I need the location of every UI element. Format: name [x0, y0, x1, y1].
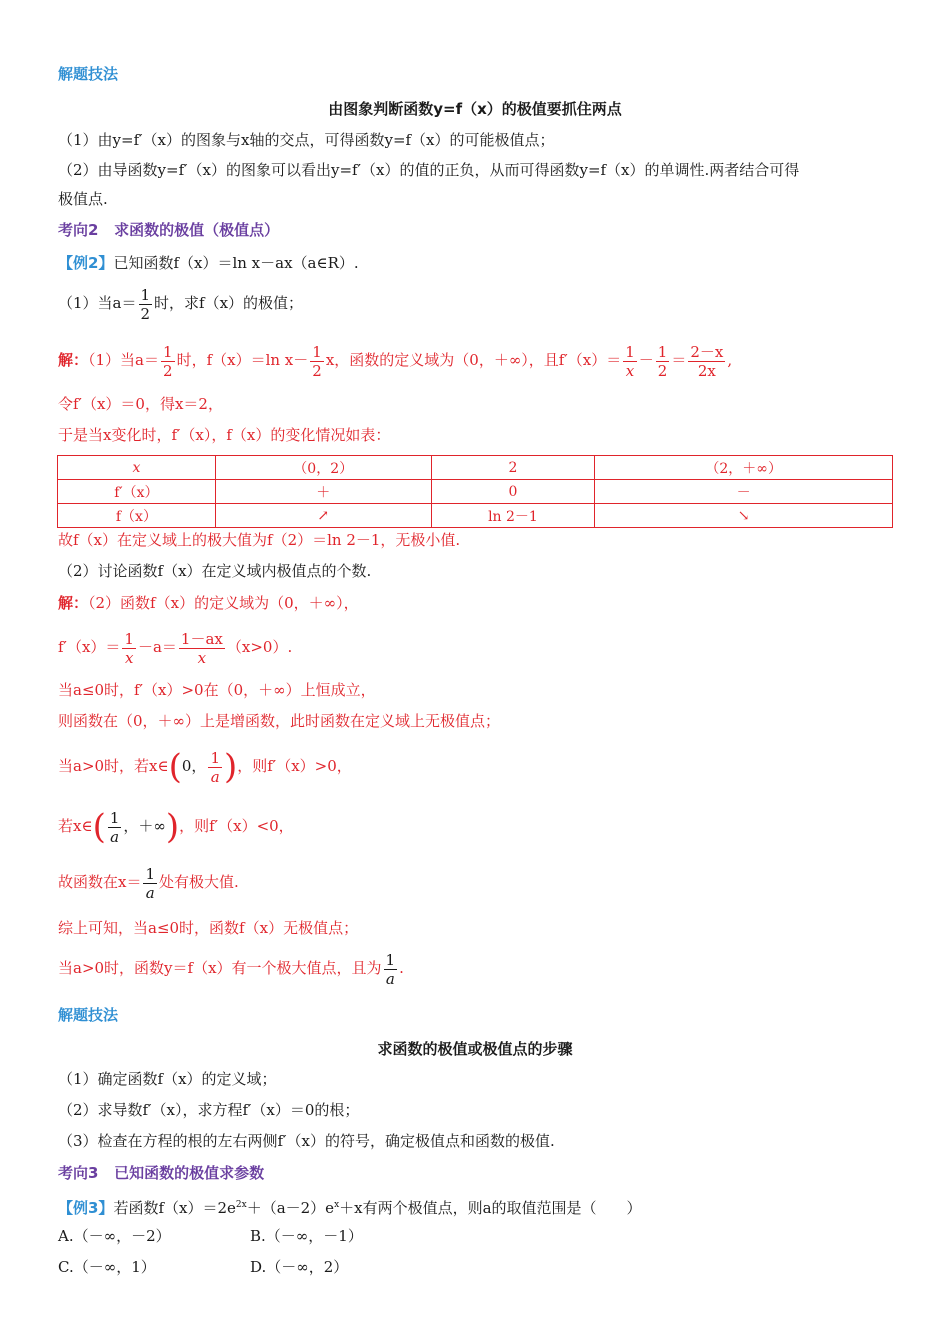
q1-post: 时，求f（x）的极值；	[154, 294, 304, 312]
frac-num: 1	[657, 342, 668, 361]
fraction-1-minus-ax	[179, 630, 225, 667]
solution-1-line-3: 于是当x变化时，f′（x），f（x）的变化情况如表：	[58, 426, 391, 444]
frac-den: a	[110, 827, 120, 846]
table-cell: 2	[431, 456, 595, 480]
frac-num: 1	[109, 808, 120, 827]
frac-den: x	[625, 361, 635, 380]
sol2-line5-a: 当a>0时，若x∈	[58, 757, 169, 775]
table-cell: x	[58, 456, 216, 480]
solution-2-derivative	[58, 627, 292, 667]
kaoxiang-3-title: 已知函数的极值求参数	[114, 1164, 265, 1182]
sol2-line7-b: 处有极大值.	[159, 873, 239, 891]
comma: ,	[727, 351, 733, 369]
sol2-line7-a: 故函数在x＝	[58, 873, 142, 891]
table-row	[58, 504, 893, 528]
step-1: （1）确定函数f（x）的定义域；	[58, 1070, 277, 1088]
section-title-2: 求函数的极值或极值点的步骤	[377, 1040, 573, 1058]
solution-1-conclusion: 故f（x）在定义域上的极大值为f（2）＝ln 2－1，无极小值.	[58, 531, 461, 549]
minus: －	[638, 351, 654, 369]
frac-num: 1	[140, 285, 151, 304]
fraction-2-minus-x	[688, 343, 725, 380]
frac-num: 1	[163, 342, 173, 361]
q1-pre: （1）当a＝	[58, 294, 137, 312]
table-cell: ↗	[215, 504, 431, 528]
solution-2-line-5	[58, 742, 352, 790]
frac-num: 1－ax	[180, 629, 223, 648]
example-3-stem	[58, 1195, 642, 1218]
solution-2-line-8: 综上可知，当a≤0时，函数f（x）无极值点；	[58, 919, 359, 937]
fraction-1-over-a	[384, 951, 398, 988]
frac-num: 1	[124, 629, 134, 648]
frac-den: a	[145, 883, 155, 902]
sol1-c: x，函数的定义域为（0，＋∞），且f′（x）＝	[325, 351, 622, 369]
paren-close: )	[165, 807, 180, 847]
frac-den: a	[385, 969, 395, 988]
table-cell: ↘	[595, 504, 893, 528]
variation-table	[57, 455, 893, 528]
fraction-half	[310, 343, 324, 380]
stem-c: ＋x有两个极值点，则a的取值范围是（ ）	[339, 1199, 642, 1217]
sol2-line9-a: 当a>0时，函数y＝f（x）有一个极大值点，且为	[58, 959, 382, 977]
stem-b: ＋（a－2）e	[246, 1199, 335, 1217]
solution-label: 解：	[58, 351, 89, 369]
fraction-half	[656, 343, 670, 380]
frac-den: 2x	[697, 361, 716, 380]
table-cell: ln 2－1	[431, 504, 595, 528]
table-row	[58, 480, 893, 504]
solution-2-line-4: 则函数在（0，＋∞）上是增函数，此时函数在定义域上无极值点；	[58, 712, 501, 730]
sol2-line6-a: 若x∈	[58, 817, 93, 835]
solution-2-line-9	[58, 948, 404, 988]
kaoxiang-2	[58, 220, 279, 240]
kaoxiang-2-label: 考向2	[58, 221, 99, 239]
solution-2-line-1	[58, 593, 359, 613]
exponent: 2x	[235, 1200, 247, 1210]
frac-den: 2	[163, 361, 173, 380]
frac-num: 1	[385, 950, 396, 969]
fraction-1-over-a	[208, 749, 222, 786]
section-heading-2: 解题技法	[58, 1006, 119, 1024]
sol2-mid: －a＝	[137, 638, 177, 656]
kaoxiang-2-title: 求函数的极值（极值点）	[114, 221, 280, 239]
solution-1-line-1	[58, 340, 732, 380]
frac-den: 2	[657, 361, 668, 380]
option-a: A.（－∞，－2）	[58, 1227, 171, 1245]
table-cell: f′（x）	[58, 480, 216, 504]
fraction-1-over-x	[623, 343, 637, 380]
solution-2-line-7	[58, 862, 239, 902]
fraction-half	[161, 343, 175, 380]
frac-num: 1	[210, 748, 220, 767]
solution-1-line-2: 令f′（x）＝0，得x＝2，	[58, 395, 223, 413]
tip-1: （1）由y=f′（x）的图象与x轴的交点，可得函数y=f（x）的可能极值点；	[58, 131, 555, 149]
kaoxiang-3-label: 考向3	[58, 1164, 99, 1182]
solution-2-line-6	[58, 802, 294, 850]
sol2-line1: （2）函数f（x）的定义域为（0，＋∞），	[88, 594, 359, 612]
fraction-1-over-a	[143, 865, 157, 902]
sol2-tail: （x>0）.	[226, 638, 293, 656]
sol1-a: （1）当a＝	[88, 351, 160, 369]
fraction-1-over-a	[108, 809, 122, 846]
section-title-1: 由图象判断函数y=f（x）的极值要抓住两点	[328, 100, 622, 118]
kaoxiang-3	[58, 1163, 264, 1183]
frac-den: 2	[312, 361, 322, 380]
frac-den: 2	[140, 304, 151, 323]
sol2-line5-b: ，则f′（x）>0，	[237, 757, 352, 775]
frac-den: a	[210, 767, 220, 786]
tip-2a: （2）由导函数y=f′（x）的图象可以看出y=f′（x）的值的正负，从而可得函数y=f（x）的单调性.两者结合可得	[58, 161, 800, 179]
fraction-half	[139, 286, 153, 323]
option-b: B.（－∞，－1）	[250, 1227, 363, 1245]
fraction-1-over-x	[122, 630, 136, 667]
table-row	[58, 456, 893, 480]
step-2: （2）求导数f′（x），求方程f′（x）＝0的根；	[58, 1101, 360, 1119]
example-2-stem-line	[58, 253, 359, 273]
solution-2-line-3: 当a≤0时，f′（x）>0在（0，＋∞）上恒成立，	[58, 681, 376, 699]
frac-num: 1	[145, 864, 156, 883]
interval-start: 0，	[181, 757, 207, 775]
table-cell: （0，2）	[215, 456, 431, 480]
paren-close: )	[223, 747, 238, 787]
step-3: （3）检查在方程的根的左右两侧f′（x）的符号，确定极值点和函数的极值.	[58, 1132, 555, 1150]
frac-num: 2－x	[690, 342, 724, 361]
frac-num: 1	[625, 342, 635, 361]
table-cell: －	[595, 480, 893, 504]
example-2-tag: 【例2】	[58, 254, 114, 272]
stem-a: 若函数f（x）＝2e	[113, 1199, 236, 1217]
example-2-stem: 已知函数f（x）＝ln x－ax（a∈R）.	[113, 254, 359, 272]
exponent: x	[334, 1200, 340, 1210]
tip-2b: 极值点.	[58, 190, 108, 208]
question-1	[58, 283, 303, 323]
sol2-line6-b: ，则f′（x）<0，	[179, 817, 294, 835]
paren-open: (	[168, 747, 182, 787]
option-d: D.（－∞，2）	[250, 1258, 349, 1276]
solution-label: 解：	[58, 594, 89, 612]
example-3-tag: 【例3】	[58, 1199, 114, 1217]
interval-end: ，＋∞	[123, 817, 166, 835]
frac-den: x	[124, 648, 134, 667]
frac-num: 1	[312, 342, 322, 361]
table-cell: （2，＋∞）	[595, 456, 893, 480]
table-cell: 0	[431, 480, 595, 504]
option-c: C.（－∞，1）	[58, 1258, 156, 1276]
frac-den: x	[197, 648, 207, 667]
period: .	[399, 959, 404, 977]
sol1-b: 时，f（x）＝ln x－	[176, 351, 309, 369]
equals: ＝	[671, 351, 687, 369]
question-2: （2）讨论函数f（x）在定义域内极值点的个数.	[58, 562, 372, 580]
fprime: f′（x）＝	[58, 638, 121, 656]
paren-open: (	[92, 807, 106, 847]
section-heading-1: 解题技法	[58, 65, 119, 83]
table-cell: f（x）	[58, 504, 216, 528]
table-cell: ＋	[215, 480, 431, 504]
